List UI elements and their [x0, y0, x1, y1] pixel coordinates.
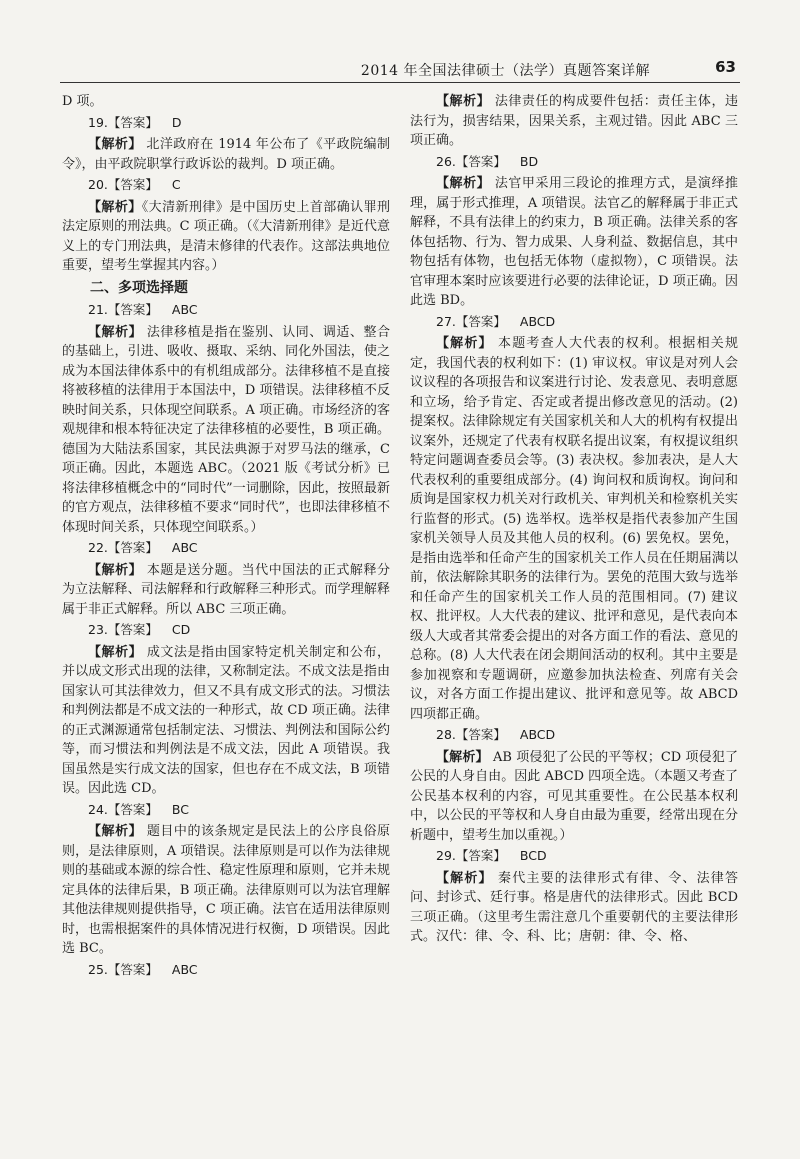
- continuation-text: D 项。: [62, 94, 103, 109]
- explanation-20: 【解析】《大清新刑律》是中国历史上首部确认罪刑法定原则的刑法典。C 项正确。（《大清新刑律》是近代意义上的专门刑法典，是清末修律的代表作。这部法典地位重要，望考生掌握其内容。）: [62, 199, 390, 273]
- answer-key: BD: [519, 153, 539, 169]
- explanation-23: 【解析】 成文法是指由国家特定机关制定和公布，并以成文形式出现的法律，又称制定法。不成文法是指由国家认可其法律效力，但又不具有成文形式的法。习惯法和判例法都是不成文法的一种形式，故 CD 项正确。法律的正式渊源通常包括制定法、习惯法、判例法和国际公约等，而习惯法和判例法是不成文法，因此 A 项错误。我国虽然是实行成文法的国家，但也存在不成文法，B 项错误。因此选 CD。: [62, 644, 390, 796]
- explanation-27: 【解析】 本题考查人大代表的权利。根据相关规定，我国代表的权利如下：(1) 审议权。审议是对列人会议议程的各项报告和议案进行讨论、发表意见、表明意愿和立场，给予肯定、否定或者提出修改意见的活动。(2) 提案权。法律除规定有关国家机关和人大的机构有权提出议案外，还规定了代表有权联名提出议案，有权提议组织特定问题调查委员会等。(3) 表决权。参加表决，是人大代表权利的重要组成部分。(4) 询问权和质询权。询问和质询是国家权力机关对行政机关、审判机关和检察机关实行监督的形式。(5) 选举权。选举权是指代表参加产生国家机关领导人员及其他人员的权利。(6) 罢免权。罢免，是指由选举和任命产生的国家机关工作人员在任期届满以前，依法解除其职务的法律行为。罢免的范围大致与选举和任命产生的国家机关工作人员的范围相同。(7) 建议权、批评权。人大代表的建议、批评和意见，是代表向本级人大或者其常委会提出的对各方面工作的看法、意见的总称。(8) 人大代表在闭会期间活动的权利。其中主要是参加视察和专题调研，应邀参加执法检查、列席有关会议，对各方面工作提出建议、批评和意见等。故 ABCD 四项都正确。: [410, 336, 738, 722]
- answer-24: [62, 800, 390, 821]
- explanation-tag: 【解析】: [436, 870, 493, 886]
- answer-label: 22.【答案】: [88, 540, 158, 555]
- page-header: [60, 50, 740, 83]
- answer-22: [62, 538, 390, 559]
- answer-29: [410, 846, 738, 867]
- answer-label: 25.【答案】: [88, 961, 158, 977]
- running-title: 2014 年全国法律硕士（法学）真题答案详解: [360, 63, 650, 79]
- explanation-tag: 【解析】: [88, 199, 142, 215]
- right-column: [410, 92, 738, 947]
- answer-label: 29.【答案】: [436, 848, 506, 863]
- explanation-tag: 【解析】: [88, 324, 143, 340]
- explanation-tag: 【解析】: [88, 644, 143, 660]
- answer-25: [62, 960, 390, 981]
- explanation-29: 【解析】 秦代主要的法律形式有律、令、法律答问、封诊式、廷行事。格是唐代的法律形式。因此 BCD 三项正确。（这里考生需注意几个重要朝代的主要法律形式。汉代：律、令、科、比；唐朝：律、令、格、: [410, 870, 738, 944]
- answer-label: 20.【答案】: [88, 177, 158, 192]
- explanation-24: 【解析】 题目中的该条规定是民法上的公序良俗原则，是法律原则，A 项错误。法律原则是可以作为法律规则的基础或本源的综合性、稳定性原理和原则，它并未规定具体的法律后果，B 项正确。法律原则可以为法官理解其他法律规则提供指导，C 项正确。法官在适用法律原则时，也需根据案件的具体情况进行权衡，D 项错误。因此选 BC。: [62, 824, 390, 956]
- answer-key: BCD: [519, 848, 547, 863]
- page-number: 63: [715, 58, 736, 76]
- answer-label: 27.【答案】: [436, 313, 506, 329]
- explanation-tag: 【解析】: [436, 176, 491, 191]
- left-column: [62, 92, 390, 982]
- answer-26: [410, 152, 738, 173]
- explanation-26: 【解析】 法官甲采用三段论的推理方式，是演绎推理，属于形式推理，A 项错误。法官乙的解释属于非正式解释，不具有法律上的约束力，B 项正确。法律关系的客体包括物、行为、智力成果、人身利益、数据信息，其中物包括有体物，也包括无体物（虚拟物），C 项错误。法官审理本案时应该要进行必要的法律论证，D 项正确。因此选 BD。: [410, 176, 738, 308]
- explanation-22: 【解析】 本题是送分题。当代中国法的正式解释分为立法解释、司法解释和行政解释三种形式。而学理解释属于非正式解释。所以 ABC 三项正确。: [62, 562, 390, 617]
- answer-key: C: [171, 177, 181, 192]
- section-heading: 二、多项选择题: [90, 279, 188, 296]
- explanation-tag: 【解析】: [88, 562, 143, 578]
- explanation-25: 【解析】 法律责任的构成要件包括：责任主体，违法行为，损害结果，因果关系，主观过错。因此 ABC 三项正确。: [410, 94, 738, 148]
- answer-key: ABC: [171, 961, 198, 977]
- explanation-21: 【解析】 法律移植是指在鉴别、认同、调适、整合的基础上，引进、吸收、摄取、采纳、同化外国法，使之成为本国法律体系中的有机组成部分。法律移植不是直接将被移植的法律用于本国法中，D 项错误。法律移植不反映时间关系，只体现空间联系。A 项正确。市场经济的客观规律和根本特征决定了法律移植的必要性，B 项正确。德国为大陆法系国家，其民法典源于对罗马法的继承，C 项正确。因此，本题选 ABC。（2021 版《考试分析》已将法律移植概念中的“同时代”一词删除，因此，按照最新的官方观点，法律移植不要求“同时代”，也即法律移植不体现时间关系，只体现空间联系。）: [62, 324, 390, 535]
- explanation-tag: 【解析】: [88, 824, 143, 839]
- answer-label: 21.【答案】: [88, 302, 158, 317]
- answer-key: D: [171, 114, 182, 130]
- answer-19: [62, 113, 390, 134]
- explanation-19: 【解析】 北洋政府在 1914 年公布了《平政院编制令》，由平政院职掌行政诉讼的裁判。D 项正确。: [62, 137, 390, 172]
- explanation-tag: 【解析】: [436, 94, 491, 109]
- answer-27: [410, 312, 738, 333]
- answer-label: 19.【答案】: [88, 114, 158, 130]
- explanation-tag: 【解析】: [88, 137, 142, 152]
- answer-label: 26.【答案】: [436, 153, 506, 169]
- answer-key: ABCD: [519, 727, 556, 742]
- answer-label: 24.【答案】: [88, 801, 158, 817]
- answer-key: ABCD: [519, 313, 556, 329]
- explanation-tag: 【解析】: [436, 749, 489, 765]
- answer-key: ABC: [171, 302, 198, 317]
- answer-key: BC: [171, 801, 189, 817]
- answer-21: [62, 300, 390, 321]
- answer-28: [410, 725, 738, 746]
- answer-label: 23.【答案】: [88, 622, 158, 637]
- explanation-28: 【解析】 AB 项侵犯了公民的平等权；CD 项侵犯了公民的人身自由。因此 ABCD 四项全选。（本题又考查了公民基本权利的内容，可见其重要性。在公民基本权利中，以公民的平等权和人身自由最为重要，经常出现在分析题中，望考生加以重视。）: [410, 749, 738, 843]
- explanation-tag: 【解析】: [436, 336, 493, 351]
- answer-20: [62, 175, 390, 196]
- answer-key: ABC: [171, 540, 198, 555]
- answer-23: [62, 620, 390, 641]
- answer-key: CD: [171, 622, 191, 637]
- answer-label: 28.【答案】: [436, 727, 506, 742]
